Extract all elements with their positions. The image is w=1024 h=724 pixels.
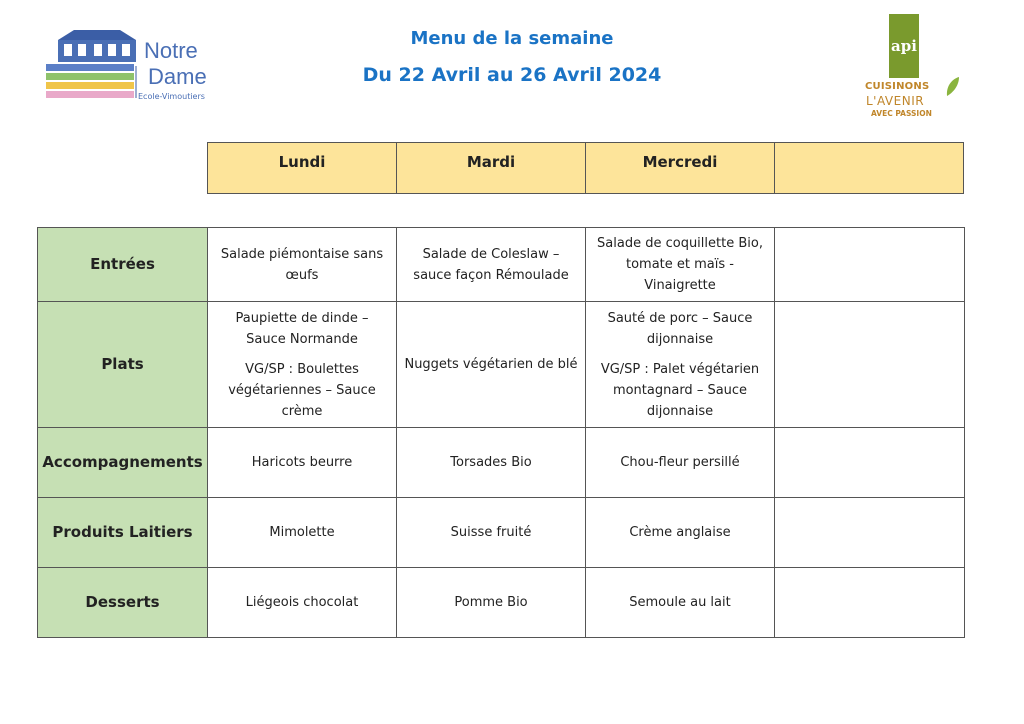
day-header-mardi: Mardi [397, 143, 586, 194]
api-logo [860, 14, 970, 124]
accompagnement-mercredi: Chou-fleur persillé [586, 428, 775, 498]
plat-lundi-main: Paupiette de dinde – Sauce Normande [235, 310, 369, 347]
laitier-lundi: Mimolette [208, 498, 397, 568]
dessert-mercredi: Semoule au lait [586, 568, 775, 638]
category-plats: Plats [38, 302, 208, 428]
plat-mardi-main: Nuggets végétarien de blé [404, 357, 578, 372]
table-row [38, 302, 965, 428]
school-name-line1: Notre [144, 38, 198, 63]
plat-mercredi-main: Sauté de porc – Sauce dijonnaise [607, 310, 753, 347]
school-subtitle: Ecole-Vimoutiers [138, 92, 205, 101]
school-name-line2: Dame [148, 64, 207, 89]
api-tagline-2: L'AVENIR [866, 94, 925, 108]
school-logo [44, 26, 214, 110]
entree-mardi: Salade de Coleslaw – sauce façon Rémoulade [397, 228, 586, 302]
day-header-lundi: Lundi [208, 143, 397, 194]
laitier-mercredi: Crème anglaise [586, 498, 775, 568]
days-header [207, 142, 964, 194]
table-row [38, 498, 965, 568]
category-desserts: Desserts [38, 568, 208, 638]
leaf-icon [944, 76, 960, 98]
laitier-empty [775, 498, 965, 568]
plat-lundi-veg: VG/SP : Boulettes végétariennes – Sauce crème [228, 361, 376, 419]
date-range: Du 22 Avril au 26 Avril 2024 [362, 64, 662, 86]
table-row [38, 228, 965, 302]
page-title: Menu de la semaine [410, 28, 614, 49]
menu-table [37, 227, 965, 638]
table-row [38, 428, 965, 498]
dessert-empty [775, 568, 965, 638]
day-header-empty [775, 143, 964, 194]
plat-mercredi-veg: VG/SP : Palet végétarien montagnard – Sauce dijonnaise [600, 361, 760, 419]
dessert-mardi: Pomme Bio [397, 568, 586, 638]
api-tagline-3: AVEC PASSION [871, 109, 932, 118]
accompagnement-mardi: Torsades Bio [397, 428, 586, 498]
laitier-mardi: Suisse fruité [397, 498, 586, 568]
entree-lundi: Salade piémontaise sans œufs [208, 228, 397, 302]
plat-mardi [397, 302, 586, 428]
table-row [38, 568, 965, 638]
day-header-mercredi: Mercredi [586, 143, 775, 194]
api-badge: api [889, 14, 919, 78]
category-produits-laitiers: Produits Laitiers [38, 498, 208, 568]
accompagnement-empty [775, 428, 965, 498]
api-tagline-1: CUISINONS [865, 81, 930, 92]
plat-mercredi [586, 302, 775, 428]
plat-lundi [208, 302, 397, 428]
category-accompagnements: Accompagnements [38, 428, 208, 498]
category-entrees: Entrées [38, 228, 208, 302]
dessert-lundi: Liégeois chocolat [208, 568, 397, 638]
entree-empty [775, 228, 965, 302]
accompagnement-lundi: Haricots beurre [208, 428, 397, 498]
plat-empty [775, 302, 965, 428]
entree-mercredi: Salade de coquillette Bio, tomate et maïs - Vinaigrette [586, 228, 775, 302]
